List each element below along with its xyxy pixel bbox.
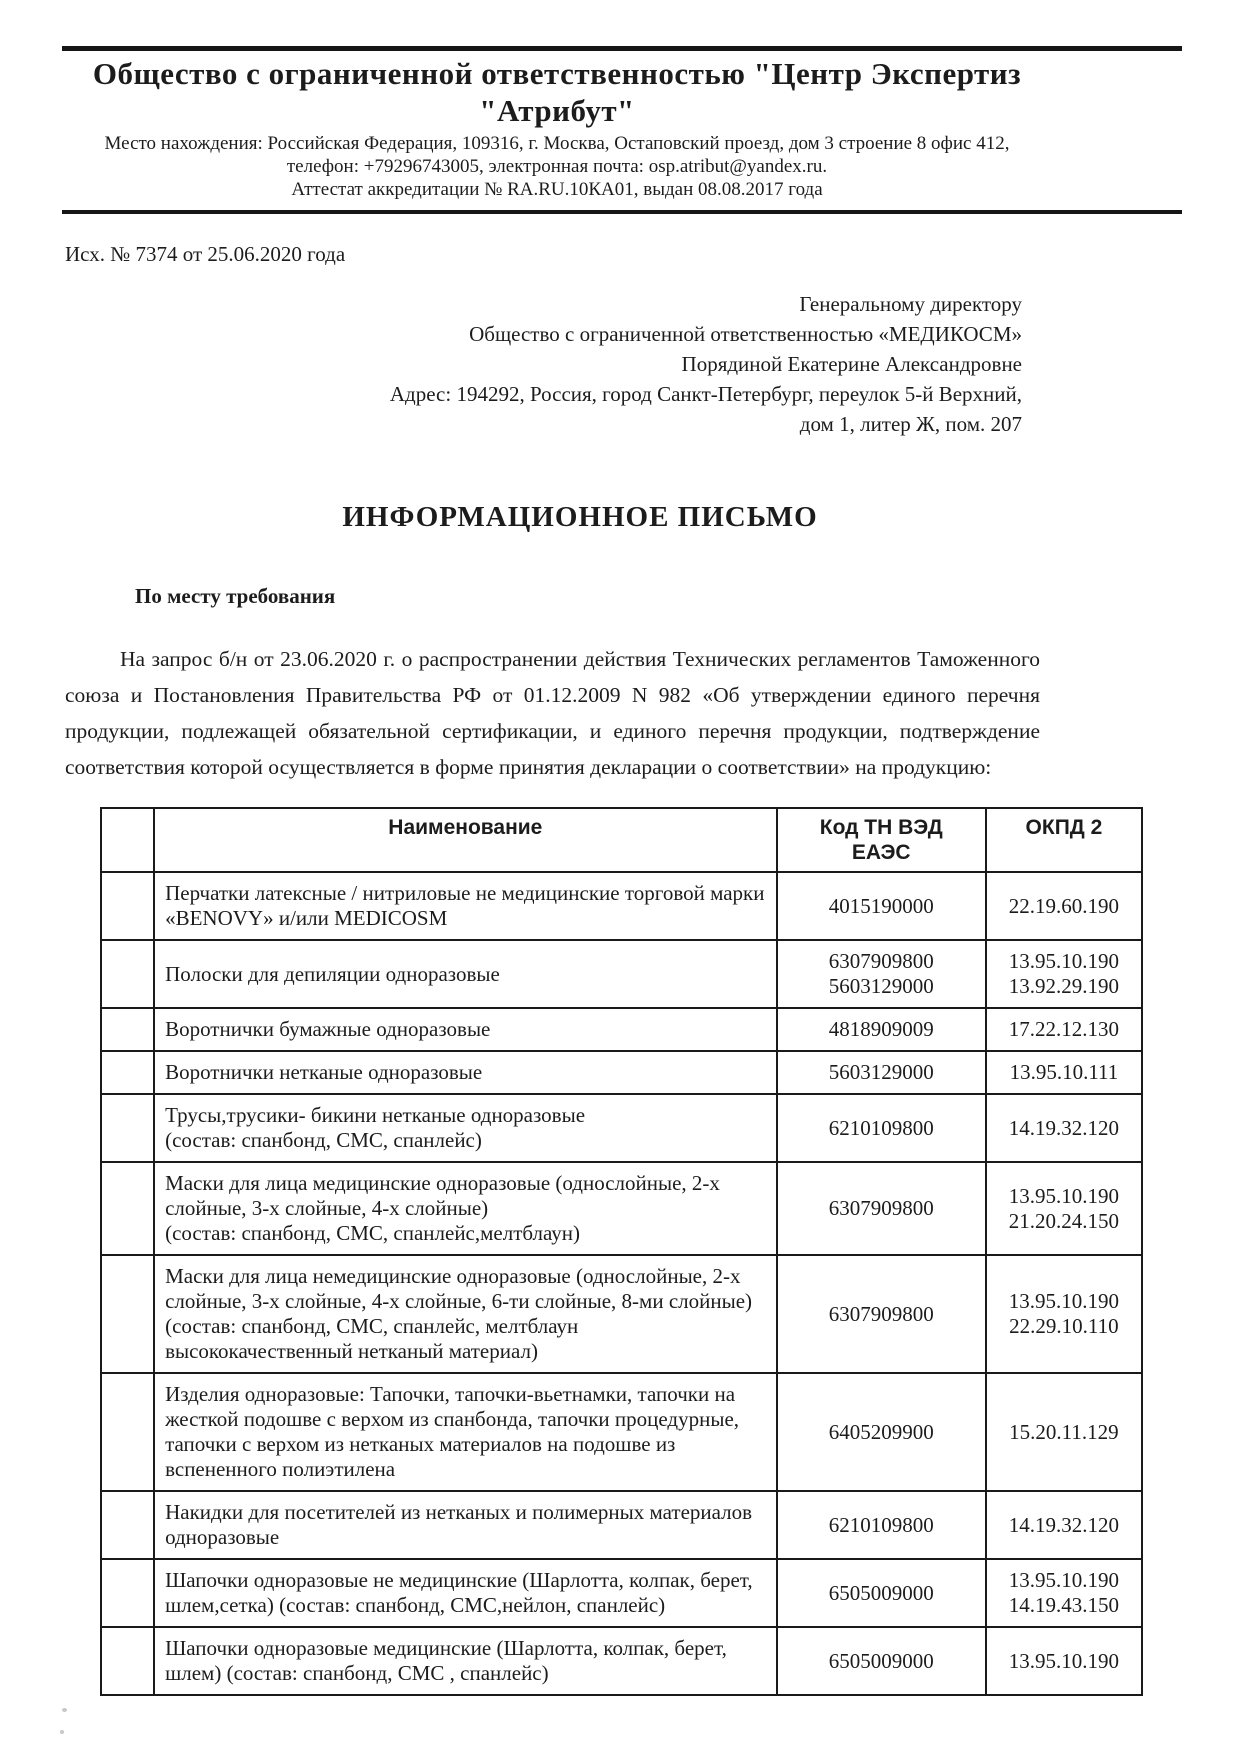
org-name-line-2: "Атрибут" <box>479 92 635 128</box>
table-row <box>101 1162 1142 1255</box>
header-number-cell <box>101 808 154 872</box>
okpd-code-cell: 14.19.32.120 <box>986 1094 1142 1162</box>
row-number-cell <box>101 1255 154 1373</box>
row-number-cell <box>101 872 154 940</box>
table-row <box>101 1373 1142 1491</box>
okpd-code-cell: 13.95.10.190 22.29.10.110 <box>986 1255 1142 1373</box>
tnved-code-cell: 6307909800 <box>777 1162 986 1255</box>
table-row <box>101 1051 1142 1094</box>
row-number-cell <box>101 1373 154 1491</box>
product-name-cell: Накидки для посетителей из нетканых и полимерных материалов одноразовые <box>154 1491 777 1559</box>
row-number-cell <box>101 1008 154 1051</box>
row-number-cell <box>101 1491 154 1559</box>
body-paragraph: На запрос б/н от 23.06.2020 г. о распространении действия Технических регламентов Таможенного союза и Постановления Правительства РФ от 01.12.2009 N 982 «Об утверждении единого перечня продукции, подлежащей обязательной сертификации, и единого перечня продукции, подтверждение соответствия которой осуществляется в форме принятия декларации о соответствии» на продукцию: <box>65 647 1040 780</box>
okpd-code-cell: 13.95.10.111 <box>986 1051 1142 1094</box>
table-row <box>101 940 1142 1008</box>
table-row <box>101 1255 1142 1373</box>
addressed-to: По месту требования <box>135 584 336 609</box>
scan-speck <box>62 1708 67 1712</box>
table-row <box>101 1491 1142 1559</box>
tnved-code-cell: 6505009000 <box>777 1627 986 1695</box>
recipient-line: Общество с ограниченной ответственностью «МЕДИКОСМ» <box>469 322 1022 347</box>
recipient-line: Порядиной Екатерине Александровне <box>681 352 1022 377</box>
letterhead <box>62 46 1182 214</box>
okpd-code-cell: 13.95.10.190 13.92.29.190 <box>986 940 1142 1008</box>
products-table <box>100 807 1143 1696</box>
table-header-row <box>101 808 1142 872</box>
product-name-cell: Полоски для депиляции одноразовые <box>154 940 777 1008</box>
org-accreditation-line: Аттестат аккредитации № RA.RU.10КА01, выдан 08.08.2017 года <box>291 179 823 201</box>
product-name-cell: Шапочки одноразовые не медицинские (Шарлотта, колпак, берет, шлем,сетка) (состав: спанбонд, СМС,нейлон, спанлейс) <box>154 1559 777 1627</box>
okpd-code-cell: 14.19.32.120 <box>986 1491 1142 1559</box>
org-phone-email-line: телефон: +79296743005, электронная почта: osp.atribut@yandex.ru. <box>286 156 828 178</box>
recipient-block <box>300 289 1022 439</box>
tnved-code-cell: 6307909800 5603129000 <box>777 940 986 1008</box>
tnved-code-cell: 6307909800 <box>777 1255 986 1373</box>
row-number-cell <box>101 1162 154 1255</box>
org-name <box>62 56 1052 129</box>
recipient-line: Адрес: 194292, Россия, город Санкт-Петербург, переулок 5-й Верхний, <box>389 382 1022 407</box>
product-name-cell: Маски для лица медицинские одноразовые (однослойные, 2-х слойные, 3-х слойные, 4-х слойные) (состав: спанбонд, СМС, спанлейс,мелтблаун) <box>154 1162 777 1255</box>
row-number-cell <box>101 1051 154 1094</box>
table-row <box>101 1559 1142 1627</box>
row-number-cell <box>101 1627 154 1695</box>
row-number-cell <box>101 1559 154 1627</box>
org-name-line-1: Общество с ограниченной ответственностью "Центр Экспертиз <box>92 56 1022 91</box>
row-number-cell <box>101 940 154 1008</box>
product-name-cell: Маски для лица немедицинские одноразовые (однослойные, 2-х слойные, 3-х слойные, 4-х слойные, 6-ти слойные, 8-ми слойные) (состав: спанбонд, СМС, спанлейс, мелтблаун высококачественный нетканый материал) <box>154 1255 777 1373</box>
table-row <box>101 1008 1142 1051</box>
okpd-code-cell: 13.95.10.190 <box>986 1627 1142 1695</box>
tnved-code-cell: 4015190000 <box>777 872 986 940</box>
products-table-body <box>101 872 1142 1695</box>
org-contacts <box>62 132 1052 201</box>
product-name-cell: Воротнички бумажные одноразовые <box>154 1008 777 1051</box>
tnved-code-cell: 6505009000 <box>777 1559 986 1627</box>
header-okpd-cell: ОКПД 2 <box>986 808 1142 872</box>
tnved-code-cell: 5603129000 <box>777 1051 986 1094</box>
table-row <box>101 872 1142 940</box>
tnved-code-cell: 6210109800 <box>777 1491 986 1559</box>
recipient-line: дом 1, литер Ж, пом. 207 <box>799 412 1022 437</box>
product-name-cell: Изделия одноразовые: Тапочки, тапочки-вьетнамки, тапочки на жесткой подошве с верхом из спанбонда, тапочки процедурные, тапочки с верхом из нетканых материалов на подошве из вспененного полиэтилена <box>154 1373 777 1491</box>
letterhead-content <box>62 56 1052 201</box>
okpd-code-cell: 22.19.60.190 <box>986 872 1142 940</box>
tnved-code-cell: 6405209900 <box>777 1373 986 1491</box>
okpd-code-cell: 13.95.10.190 14.19.43.150 <box>986 1559 1142 1627</box>
header-tnved-cell: Код ТН ВЭД ЕАЭС <box>777 808 986 872</box>
tnved-code-cell: 4818909009 <box>777 1008 986 1051</box>
header-name-cell: Наименование <box>154 808 777 872</box>
okpd-code-cell: 15.20.11.129 <box>986 1373 1142 1491</box>
tnved-code-cell: 6210109800 <box>777 1094 986 1162</box>
product-name-cell: Шапочки одноразовые медицинские (Шарлотта, колпак, берет, шлем) (состав: спанбонд, СМС , спанлейс) <box>154 1627 777 1695</box>
outgoing-number: Исх. № 7374 от 25.06.2020 года <box>65 242 346 267</box>
table-row <box>101 1094 1142 1162</box>
table-row <box>101 1627 1142 1695</box>
product-name-cell: Перчатки латексные / нитриловые не медицинские торговой марки «BENOVY» и/или MEDICOSM <box>154 872 777 940</box>
product-name-cell: Воротнички нетканые одноразовые <box>154 1051 777 1094</box>
product-name-cell: Трусы,трусики- бикини нетканые одноразовые (состав: спанбонд, СМС, спанлейс) <box>154 1094 777 1162</box>
org-address-line: Место нахождения: Российская Федерация, 109316, г. Москва, Остаповский проезд, дом 3 строение 8 офис 412, <box>104 133 1010 155</box>
recipient-line: Генеральному директору <box>799 292 1022 317</box>
okpd-code-cell: 17.22.12.130 <box>986 1008 1142 1051</box>
row-number-cell <box>101 1094 154 1162</box>
okpd-code-cell: 13.95.10.190 21.20.24.150 <box>986 1162 1142 1255</box>
scan-speck <box>60 1730 64 1734</box>
document-title: ИНФОРМАЦИОННОЕ ПИСЬМО <box>342 501 818 534</box>
